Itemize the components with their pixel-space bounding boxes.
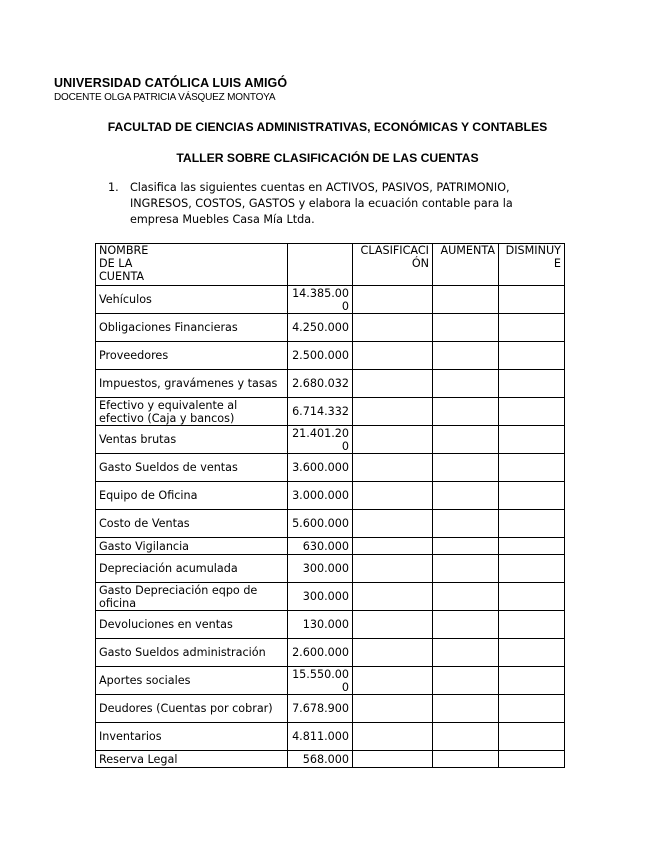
table-row (96, 342, 565, 370)
accounts-table (95, 243, 565, 768)
classification-cell[interactable] (353, 611, 433, 639)
account-value-cell: 630.000 (288, 538, 353, 555)
account-name-cell: Gasto Vigilancia (96, 538, 288, 555)
increase-cell[interactable] (433, 314, 499, 342)
decrease-cell[interactable] (499, 342, 565, 370)
header-decrease: DISMINUYE (499, 244, 565, 286)
decrease-cell[interactable] (499, 286, 565, 314)
increase-cell[interactable] (433, 639, 499, 667)
header-name-line: NOMBRE (99, 244, 149, 257)
account-name-cell: Devoluciones en ventas (96, 611, 288, 639)
header-classification: CLASIFICACIÓN (353, 244, 433, 286)
increase-cell[interactable] (433, 426, 499, 454)
teacher-name: DOCENTE OLGA PATRICIA VÁSQUEZ MONTOYA (54, 92, 276, 103)
decrease-cell[interactable] (499, 314, 565, 342)
account-name-cell: Efectivo y equivalente al efectivo (Caja y bancos) (96, 398, 288, 426)
table-row (96, 482, 565, 510)
increase-cell[interactable] (433, 611, 499, 639)
table-row (96, 398, 565, 426)
table-row (96, 695, 565, 723)
table-row (96, 454, 565, 482)
account-value-cell: 300.000 (288, 583, 353, 611)
classification-cell[interactable] (353, 342, 433, 370)
increase-cell[interactable] (433, 583, 499, 611)
increase-cell[interactable] (433, 555, 499, 583)
classification-cell[interactable] (353, 538, 433, 555)
classification-cell[interactable] (353, 667, 433, 695)
workshop-title: TALLER SOBRE CLASIFICACIÓN DE LAS CUENTAS (176, 151, 479, 165)
increase-cell[interactable] (433, 510, 499, 538)
account-name-cell: Costo de Ventas (96, 510, 288, 538)
account-name-cell: Gasto Sueldos administración (96, 639, 288, 667)
decrease-cell[interactable] (499, 611, 565, 639)
account-name-cell: Reserva Legal (96, 751, 288, 768)
account-value-cell: 568.000 (288, 751, 353, 768)
increase-cell[interactable] (433, 454, 499, 482)
account-name-cell: Ventas brutas (96, 426, 288, 454)
increase-cell[interactable] (433, 482, 499, 510)
decrease-cell[interactable] (499, 695, 565, 723)
decrease-cell[interactable] (499, 639, 565, 667)
account-name-cell: Proveedores (96, 342, 288, 370)
table-row (96, 723, 565, 751)
header-name-line: DE LA (99, 257, 133, 270)
table-row (96, 370, 565, 398)
classification-cell[interactable] (353, 555, 433, 583)
table-row (96, 314, 565, 342)
decrease-cell[interactable] (499, 723, 565, 751)
table-row (96, 611, 565, 639)
classification-cell[interactable] (353, 639, 433, 667)
account-value-cell: 14.385.000 (288, 286, 353, 314)
table-row (96, 510, 565, 538)
classification-cell[interactable] (353, 370, 433, 398)
table-row (96, 667, 565, 695)
account-value-cell: 2.500.000 (288, 342, 353, 370)
increase-cell[interactable] (433, 695, 499, 723)
account-value-cell: 4.811.000 (288, 723, 353, 751)
account-value-cell: 130.000 (288, 611, 353, 639)
decrease-cell[interactable] (499, 482, 565, 510)
header-value (288, 244, 353, 286)
decrease-cell[interactable] (499, 398, 565, 426)
decrease-cell[interactable] (499, 583, 565, 611)
decrease-cell[interactable] (499, 454, 565, 482)
classification-cell[interactable] (353, 723, 433, 751)
decrease-cell[interactable] (499, 426, 565, 454)
account-value-cell: 7.678.900 (288, 695, 353, 723)
classification-cell[interactable] (353, 398, 433, 426)
table-row (96, 639, 565, 667)
table-header-row (96, 244, 565, 286)
header-name-line: CUENTA (99, 270, 145, 283)
header-increase: AUMENTA (433, 244, 499, 286)
increase-cell[interactable] (433, 370, 499, 398)
decrease-cell[interactable] (499, 510, 565, 538)
increase-cell[interactable] (433, 342, 499, 370)
decrease-cell[interactable] (499, 555, 565, 583)
increase-cell[interactable] (433, 723, 499, 751)
account-value-cell: 2.680.032 (288, 370, 353, 398)
classification-cell[interactable] (353, 454, 433, 482)
account-name-cell: Aportes sociales (96, 667, 288, 695)
classification-cell[interactable] (353, 510, 433, 538)
header-account-name (96, 244, 288, 286)
account-value-cell: 3.000.000 (288, 482, 353, 510)
increase-cell[interactable] (433, 667, 499, 695)
account-value-cell: 6.714.332 (288, 398, 353, 426)
faculty-title: FACULTAD DE CIENCIAS ADMINISTRATIVAS, ECONÓMICAS Y CONTABLES (107, 120, 548, 134)
decrease-cell[interactable] (499, 538, 565, 555)
account-value-cell: 3.600.000 (288, 454, 353, 482)
account-name-cell: Impuestos, gravámenes y tasas (96, 370, 288, 398)
account-value-cell: 21.401.200 (288, 426, 353, 454)
table-row (96, 538, 565, 555)
increase-cell[interactable] (433, 286, 499, 314)
instruction-text: Clasifica las siguientes cuentas en ACTIVOS, PASIVOS, PATRIMONIO, INGRESOS, COSTOS, GASTOS y elabora la ecuación contable para la empresa Muebles Casa Mía Ltda. (130, 181, 513, 226)
increase-cell[interactable] (433, 538, 499, 555)
classification-cell[interactable] (353, 583, 433, 611)
account-value-cell: 4.250.000 (288, 314, 353, 342)
table-row (96, 751, 565, 768)
decrease-cell[interactable] (499, 667, 565, 695)
classification-cell[interactable] (353, 695, 433, 723)
account-name-cell: Depreciación acumulada (96, 555, 288, 583)
account-name-cell: Gasto Depreciación eqpo de oficina (96, 583, 288, 611)
classification-cell[interactable] (353, 286, 433, 314)
classification-cell[interactable] (353, 426, 433, 454)
account-name-cell: Deudores (Cuentas por cobrar) (96, 695, 288, 723)
instruction-number: 1. (108, 181, 119, 194)
classification-cell[interactable] (353, 751, 433, 768)
account-value-cell: 2.600.000 (288, 639, 353, 667)
table-row (96, 555, 565, 583)
increase-cell[interactable] (433, 751, 499, 768)
account-value-cell: 300.000 (288, 555, 353, 583)
classification-cell[interactable] (353, 482, 433, 510)
decrease-cell[interactable] (499, 751, 565, 768)
classification-cell[interactable] (353, 314, 433, 342)
university-name: UNIVERSIDAD CATÓLICA LUIS AMIGÓ (54, 76, 288, 90)
account-value-cell: 15.550.000 (288, 667, 353, 695)
account-value-cell: 5.600.000 (288, 510, 353, 538)
table-row (96, 583, 565, 611)
account-name-cell: Equipo de Oficina (96, 482, 288, 510)
instruction-item (108, 180, 548, 228)
increase-cell[interactable] (433, 398, 499, 426)
account-name-cell: Gasto Sueldos de ventas (96, 454, 288, 482)
account-name-cell: Inventarios (96, 723, 288, 751)
account-name-cell: Vehículos (96, 286, 288, 314)
table-row (96, 426, 565, 454)
account-name-cell: Obligaciones Financieras (96, 314, 288, 342)
decrease-cell[interactable] (499, 370, 565, 398)
table-row (96, 286, 565, 314)
